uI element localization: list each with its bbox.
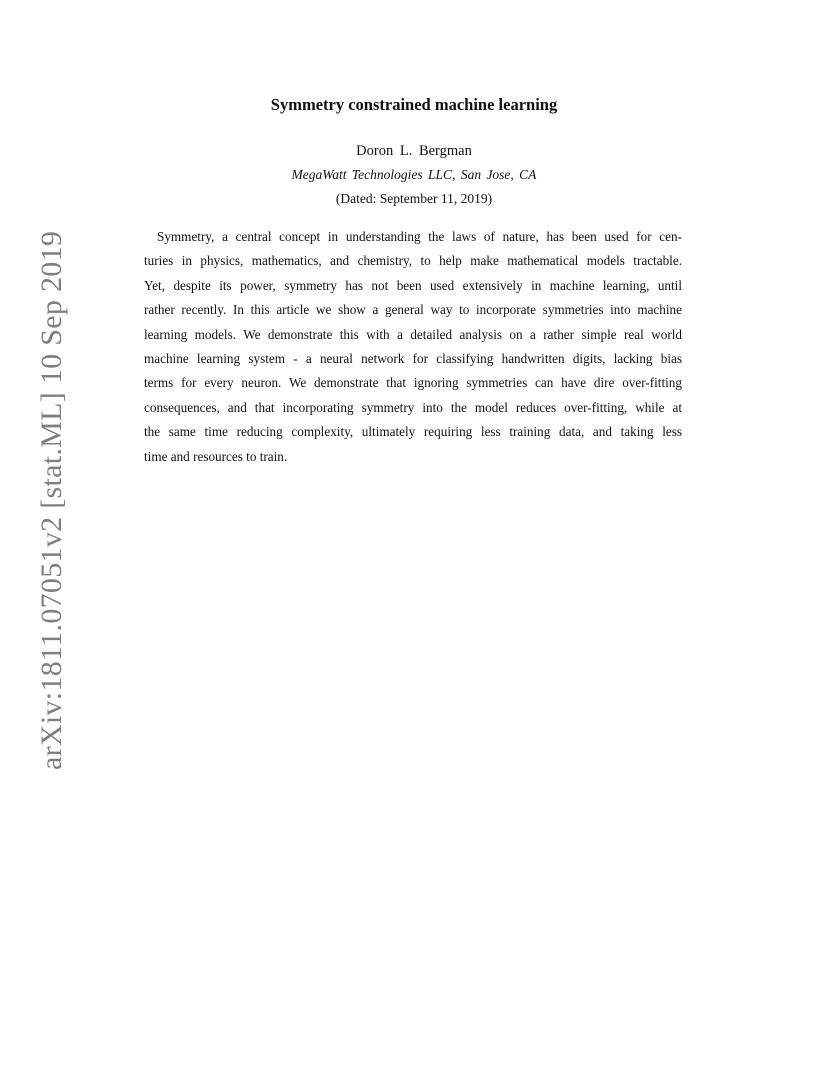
abstract-line: learning models. We demonstrate this with a detailed analysis on a rather simple real world — [144, 326, 682, 342]
abstract-line: turies in physics, mathematics, and chemistry, to help make mathematical models tractable. — [144, 253, 682, 269]
abstract-line: machine learning system - a neural network for classifying handwritten digits, lacking bias — [144, 351, 682, 367]
date-line: (Dated: September 11, 2019) — [335, 191, 493, 206]
abstract-line: terms for every neuron. We demonstrate that ignoring symmetries can have dire over-fitting — [144, 375, 682, 391]
abstract-line: time and resources to train. — [144, 448, 288, 464]
arxiv-identifier: arXiv:1811.07051v2 [stat.ML] 10 Sep 2019 — [35, 230, 68, 770]
abstract-line: rather recently. In this article we show a general way to incorporate symmetries into machine — [144, 302, 682, 318]
author-affiliation: MegaWatt Technologies LLC, San Jose, CA — [291, 167, 537, 182]
abstract-line: consequences, and that incorporating symmetry into the model reduces over-fitting, while at — [144, 399, 682, 415]
abstract — [144, 225, 682, 469]
paper-title: Symmetry constrained machine learning — [270, 95, 558, 114]
abstract-line: the same time reducing complexity, ultimately requiring less training data, and taking less — [144, 424, 682, 440]
abstract-line: Yet, despite its power, symmetry has not been used extensively in machine learning, until — [144, 277, 682, 293]
author-name: Doron L. Bergman — [356, 143, 472, 159]
abstract-line: Symmetry, a central concept in understanding the laws of nature, has been used for cen- — [157, 229, 682, 244]
